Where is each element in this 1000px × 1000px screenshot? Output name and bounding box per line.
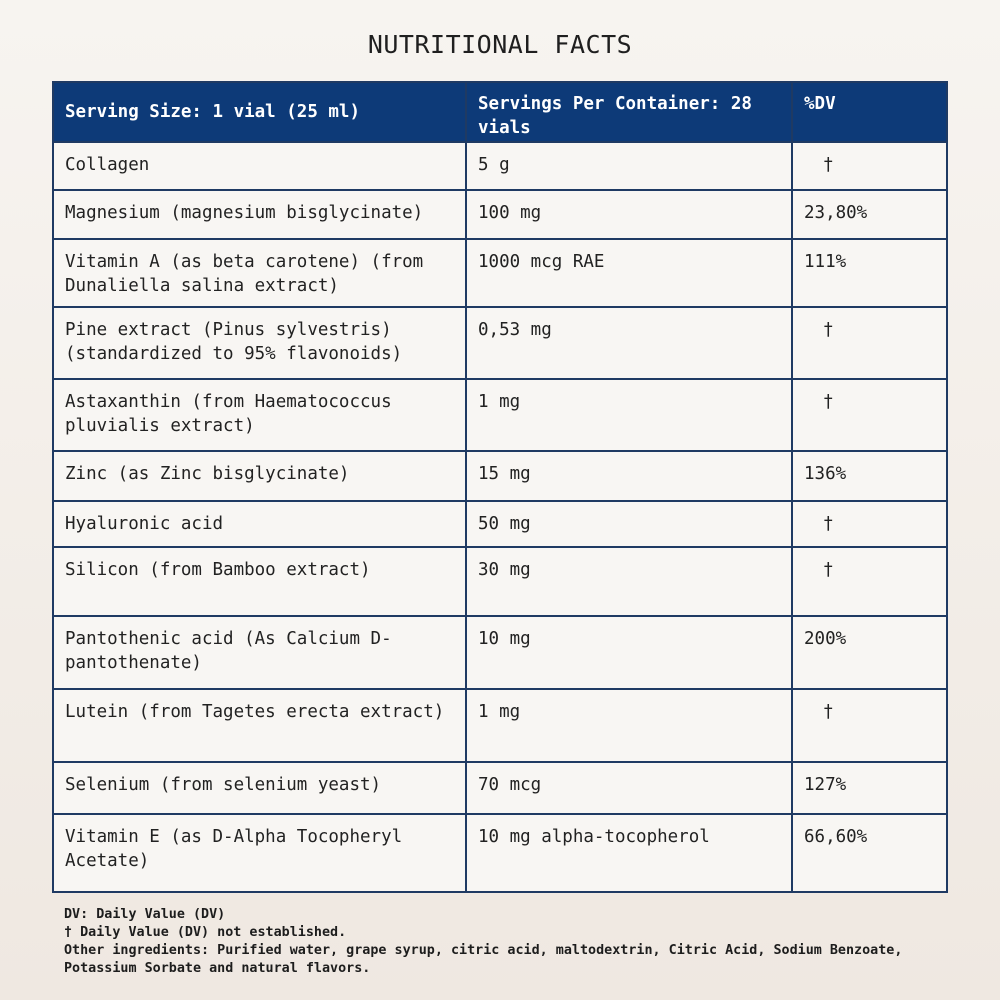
ingredient-name: Pine extract (Pinus sylvestris) (standardized to 95% flavonoids) xyxy=(53,307,466,379)
servings-per-container-header: Servings Per Container: 28 vials xyxy=(466,82,792,142)
ingredient-amount: 100 mg xyxy=(466,190,792,239)
table-row xyxy=(53,814,947,892)
ingredient-amount: 10 mg xyxy=(466,616,792,689)
ingredient-name: Pantothenic acid (As Calcium D-pantothenate) xyxy=(53,616,466,689)
ingredient-name: Vitamin E (as D-Alpha Tocopheryl Acetate) xyxy=(53,814,466,892)
other-ingredients-note: Other ingredients: Purified water, grape syrup, citric acid, maltodextrin, Citric Acid, Sodium Benzoate, Potassium Sorbate and natural flavors. xyxy=(64,943,903,976)
ingredient-dv: † xyxy=(792,379,947,451)
page-title: NUTRITIONAL FACTS xyxy=(367,30,633,59)
ingredient-amount: 15 mg xyxy=(466,451,792,501)
ingredient-dv: 66,60% xyxy=(792,814,947,892)
ingredient-dv: † xyxy=(792,142,947,190)
ingredient-amount: 1 mg xyxy=(466,379,792,451)
ingredient-name: Lutein (from Tagetes erecta extract) xyxy=(53,689,466,762)
ingredient-dv: 111% xyxy=(792,239,947,307)
ingredient-amount: 1 mg xyxy=(466,689,792,762)
nutrition-facts-table xyxy=(52,81,948,893)
ingredient-amount: 5 g xyxy=(466,142,792,190)
ingredient-dv: † xyxy=(792,307,947,379)
table-row xyxy=(53,451,947,501)
ingredient-dv: 23,80% xyxy=(792,190,947,239)
ingredient-dv: † xyxy=(792,501,947,547)
ingredient-dv: † xyxy=(792,689,947,762)
ingredient-amount: 70 mcg xyxy=(466,762,792,814)
ingredient-dv: 200% xyxy=(792,616,947,689)
ingredient-name: Collagen xyxy=(53,142,466,190)
table-row xyxy=(53,762,947,814)
serving-size-header: Serving Size: 1 vial (25 ml) xyxy=(53,82,466,142)
dagger-note: † Daily Value (DV) not established. xyxy=(64,925,347,940)
ingredient-amount: 1000 mcg RAE xyxy=(466,239,792,307)
ingredient-amount: 50 mg xyxy=(466,501,792,547)
table-row xyxy=(53,190,947,239)
dv-header: %DV xyxy=(792,82,947,142)
dv-definition-note: DV: Daily Value (DV) xyxy=(64,907,226,922)
ingredient-dv: 136% xyxy=(792,451,947,501)
table-row xyxy=(53,616,947,689)
footnotes xyxy=(64,906,944,978)
ingredient-dv: 127% xyxy=(792,762,947,814)
table-row xyxy=(53,307,947,379)
table-header-row xyxy=(53,82,947,142)
table-row xyxy=(53,142,947,190)
ingredient-dv: † xyxy=(792,547,947,616)
table-row xyxy=(53,379,947,451)
ingredient-name: Hyaluronic acid xyxy=(53,501,466,547)
ingredient-name: Zinc (as Zinc bisglycinate) xyxy=(53,451,466,501)
ingredient-amount: 10 mg alpha-tocopherol xyxy=(466,814,792,892)
table-row xyxy=(53,689,947,762)
table-row xyxy=(53,501,947,547)
ingredient-amount: 30 mg xyxy=(466,547,792,616)
ingredient-name: Astaxanthin (from Haematococcus pluvialis extract) xyxy=(53,379,466,451)
table-row xyxy=(53,547,947,616)
ingredient-amount: 0,53 mg xyxy=(466,307,792,379)
table-row xyxy=(53,239,947,307)
ingredient-name: Silicon (from Bamboo extract) xyxy=(53,547,466,616)
ingredient-name: Vitamin A (as beta carotene) (from Dunaliella salina extract) xyxy=(53,239,466,307)
ingredient-name: Magnesium (magnesium bisglycinate) xyxy=(53,190,466,239)
ingredient-name: Selenium (from selenium yeast) xyxy=(53,762,466,814)
